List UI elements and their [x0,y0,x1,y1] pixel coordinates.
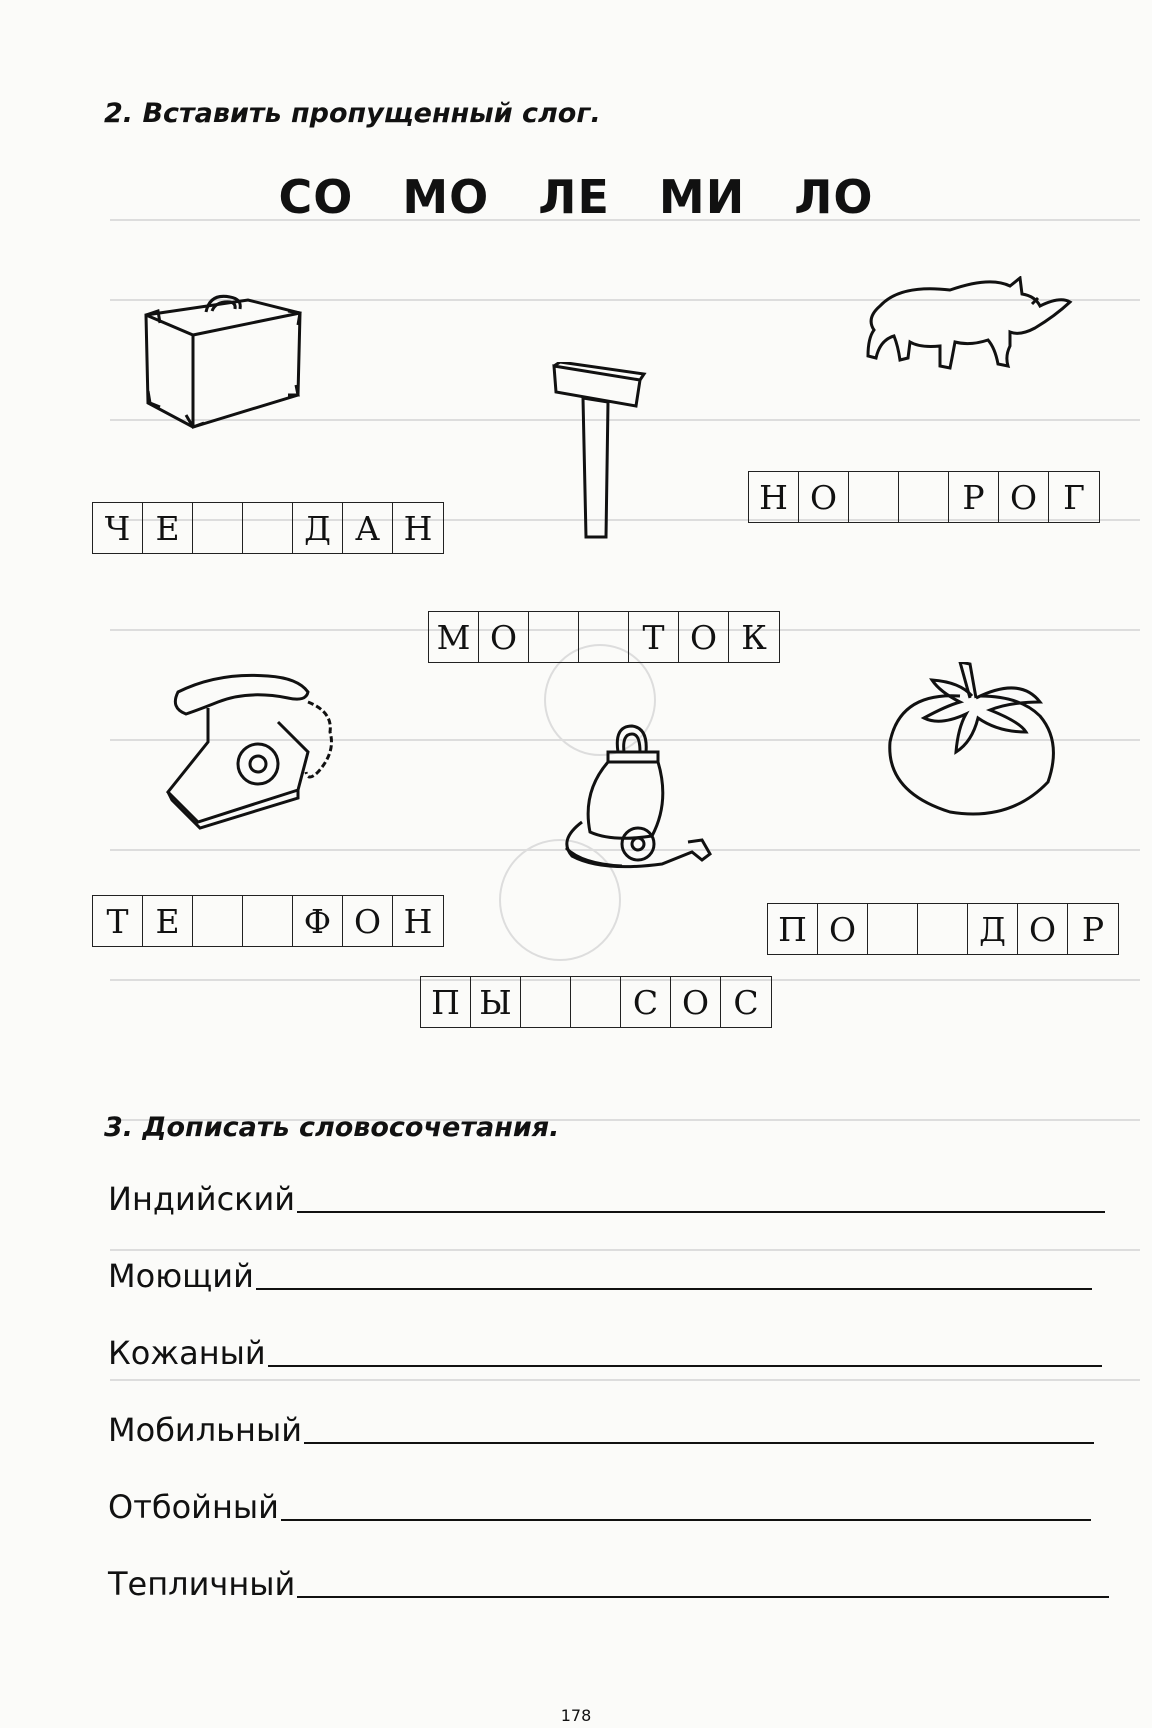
letter-cell: М [429,612,479,662]
blank-cell[interactable] [868,904,918,954]
letter-cell: Ч [93,503,143,553]
blank-cell[interactable] [243,503,293,553]
answer-line[interactable] [281,1518,1091,1521]
letter-cell: Ф [293,896,343,946]
letter-cell: П [421,977,471,1027]
letter-cell: Н [403,901,433,941]
letter-cell: Е [143,503,193,553]
letter-cell: Т [629,612,679,662]
phrase-word: Тепличный [108,1565,296,1603]
blank-cell[interactable] [193,503,243,553]
letter-cell: О [799,472,849,522]
rhinoceros-picture [860,276,1080,396]
word-box-chemodan [92,502,444,554]
blank-cell[interactable] [193,896,243,946]
letter-cell: П [768,904,818,954]
hammer-picture [548,362,648,542]
telephone-picture [158,672,343,832]
letter-cell: А [343,503,393,553]
blank-cell[interactable] [571,977,621,1027]
syllable: ЛЕ [538,170,610,224]
phrase-word: Кожаный [108,1334,266,1372]
phrase-line [108,1411,1094,1449]
answer-line[interactable] [297,1210,1105,1213]
phrase-word: Моющий [108,1257,254,1295]
letter-cell: Т [93,896,143,946]
letter-cell: Е [143,896,193,946]
letter-cell: С [621,977,671,1027]
letter-cell: О [343,896,393,946]
word-box-telefon [92,895,444,947]
word-box-pylesos [420,976,772,1028]
letter-cell: О [671,977,721,1027]
phrase-line [108,1257,1092,1295]
phrase-line [108,1180,1105,1218]
letter-cell: Д [293,503,343,553]
blank-cell[interactable] [918,904,968,954]
phrase-line [108,1334,1102,1372]
syllable: МО [402,170,490,224]
letter-cell: О [818,904,868,954]
task-3-title: 3. Дописать словосочетания. [104,1112,560,1143]
vacuum-cleaner-picture [552,722,722,887]
syllable: МИ [658,170,746,224]
letter-cell: Д [968,904,1018,954]
phrase-word: Индийский [108,1180,296,1218]
letter-cell: О [1018,904,1068,954]
blank-cell[interactable] [579,612,629,662]
syllable: ЛО [794,170,874,224]
answer-line[interactable] [304,1441,1094,1444]
syllable: СО [278,170,354,224]
letter-cell: Н [749,472,799,522]
letter-cell: Ы [471,977,521,1027]
syllable-list [0,170,1152,224]
word-box-nosorog [748,471,1100,523]
letter-cell: Н [403,508,433,548]
letter-cell: Г [1063,477,1085,517]
phrase-word: Отбойный [108,1488,279,1526]
word-box-pomidor [767,903,1119,955]
blank-cell[interactable] [243,896,293,946]
letter-cell: С [733,982,759,1022]
phrase-line [108,1565,1109,1603]
task-2-title: 2. Вставить пропущенный слог. [104,98,601,129]
letter-cell: Р [949,472,999,522]
page-number: 178 [560,1706,592,1725]
blank-cell[interactable] [529,612,579,662]
letter-cell: О [999,472,1049,522]
blank-cell[interactable] [521,977,571,1027]
letter-cell: О [679,612,729,662]
answer-line[interactable] [256,1287,1092,1290]
blank-cell[interactable] [899,472,949,522]
letter-cell: О [479,612,529,662]
phrase-line [108,1488,1091,1526]
answer-line[interactable] [297,1595,1109,1598]
letter-cell: К [741,617,767,657]
letter-cell: Р [1081,909,1105,949]
word-box-molotok [428,611,780,663]
suitcase-picture [138,285,308,435]
blank-cell[interactable] [849,472,899,522]
tomato-picture [880,662,1065,822]
phrase-word: Мобильный [108,1411,303,1449]
answer-line[interactable] [268,1364,1102,1367]
